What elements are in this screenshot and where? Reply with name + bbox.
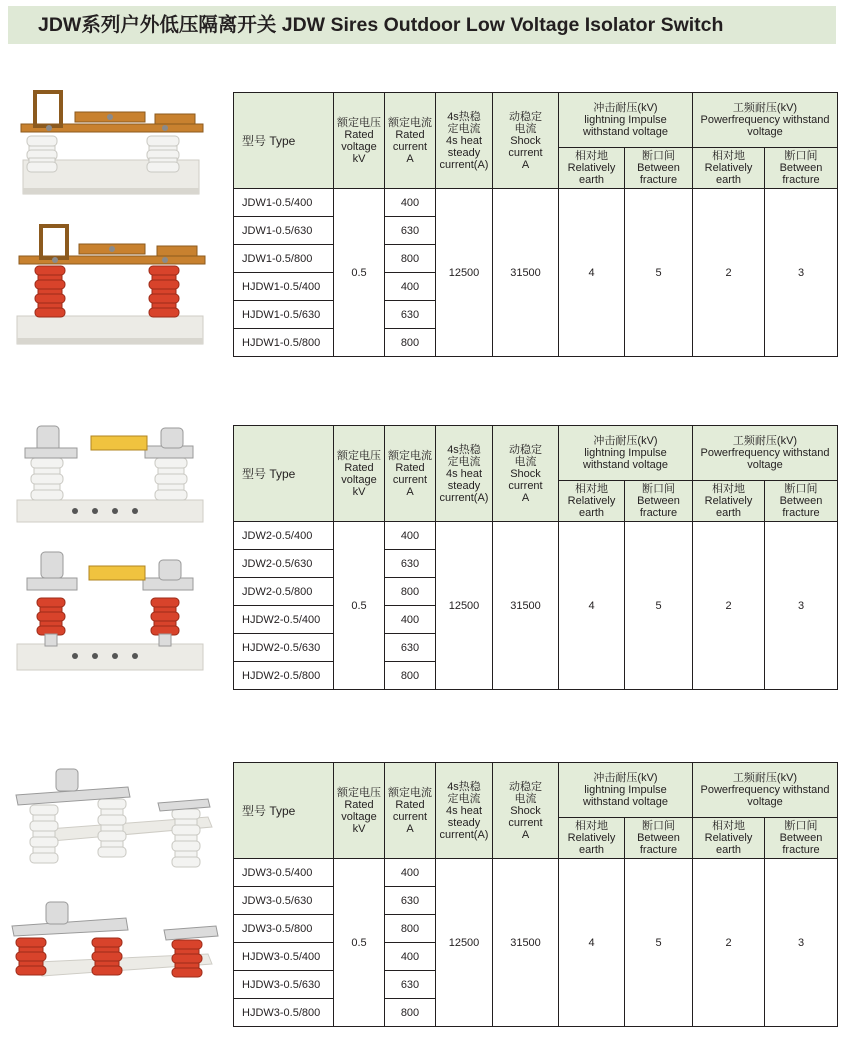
- table-row: [234, 522, 838, 550]
- impulse-fracture-cell: 5: [625, 859, 693, 1027]
- current-cell: 800: [385, 329, 436, 357]
- shock-cell: 31500: [493, 859, 559, 1027]
- header-rated-current: 额定电流 Rated current A: [385, 93, 436, 189]
- impulse-earth-cell: 4: [559, 859, 625, 1027]
- model-cell: JDW2-0.5/800: [234, 578, 334, 606]
- model-cell: JDW2-0.5/630: [234, 550, 334, 578]
- header-pf-fracture: 断口间 Between fracture: [765, 148, 838, 189]
- hjdw1-red-insulator-photo: [15, 222, 210, 348]
- voltage-cell: 0.5: [334, 859, 385, 1027]
- model-cell: HJDW2-0.5/800: [234, 662, 334, 690]
- current-cell: 800: [385, 578, 436, 606]
- header-rated-voltage: 额定电压 Rated voltage kV: [334, 763, 385, 859]
- model-cell: HJDW3-0.5/400: [234, 943, 334, 971]
- current-cell: 800: [385, 245, 436, 273]
- header-shock-current: 动稳定 电流 Shock current A: [493, 763, 559, 859]
- current-cell: 630: [385, 887, 436, 915]
- hjdw3-red-insulator-photo: [8, 900, 220, 990]
- model-cell: JDW3-0.5/400: [234, 859, 334, 887]
- header-shock-current: 动稳定 电流 Shock current A: [493, 426, 559, 522]
- current-cell: 400: [385, 606, 436, 634]
- header-rated-current: 额定电流 Rated current A: [385, 426, 436, 522]
- header-rated-voltage: 额定电压 Rated voltage kV: [334, 426, 385, 522]
- shock-cell: 31500: [493, 522, 559, 690]
- header-powerfrequency-voltage: 工频耐压(kV) Powerfrequency withstand voltage: [693, 763, 838, 818]
- header-rated-voltage: 额定电压 Rated voltage kV: [334, 93, 385, 189]
- header-pf-earth: 相对地 Relatively earth: [693, 481, 765, 522]
- current-cell: 400: [385, 189, 436, 217]
- voltage-cell: 0.5: [334, 522, 385, 690]
- header-type: 型号 Type: [234, 426, 334, 522]
- page-title: JDW系列户外低压隔离开关 JDW Sires Outdoor Low Voltage Isolator Switch: [8, 6, 836, 44]
- header-heat-current: 4s热稳 定电流 4s heat steady current(A): [436, 763, 493, 859]
- current-cell: 630: [385, 217, 436, 245]
- model-cell: JDW3-0.5/800: [234, 915, 334, 943]
- model-cell: HJDW2-0.5/400: [234, 606, 334, 634]
- header-impulse-voltage: 冲击耐压(kV) lightning Impulse withstand voltage: [559, 763, 693, 818]
- current-cell: 630: [385, 301, 436, 329]
- model-cell: HJDW1-0.5/800: [234, 329, 334, 357]
- hjdw2-red-insulator-photo: [15, 548, 205, 674]
- current-cell: 800: [385, 999, 436, 1027]
- heat-cell: 12500: [436, 522, 493, 690]
- current-cell: 400: [385, 273, 436, 301]
- header-impulse-fracture: 断口间 Between fracture: [625, 818, 693, 859]
- current-cell: 400: [385, 522, 436, 550]
- spec-table-jdw1: [233, 92, 838, 357]
- model-cell: HJDW1-0.5/630: [234, 301, 334, 329]
- pf-fracture-cell: 3: [765, 189, 838, 357]
- header-type: 型号 Type: [234, 763, 334, 859]
- current-cell: 400: [385, 943, 436, 971]
- spec-table-jdw2: [233, 425, 838, 690]
- header-type: 型号 Type: [234, 93, 334, 189]
- model-cell: JDW1-0.5/630: [234, 217, 334, 245]
- table-row: [234, 189, 838, 217]
- impulse-earth-cell: 4: [559, 189, 625, 357]
- header-pf-earth: 相对地 Relatively earth: [693, 148, 765, 189]
- pf-fracture-cell: 3: [765, 522, 838, 690]
- header-impulse-earth: 相对地 Relatively earth: [559, 148, 625, 189]
- header-pf-earth: 相对地 Relatively earth: [693, 818, 765, 859]
- header-impulse-fracture: 断口间 Between fracture: [625, 481, 693, 522]
- voltage-cell: 0.5: [334, 189, 385, 357]
- header-impulse-fracture: 断口间 Between fracture: [625, 148, 693, 189]
- current-cell: 800: [385, 662, 436, 690]
- impulse-fracture-cell: 5: [625, 522, 693, 690]
- model-cell: JDW1-0.5/400: [234, 189, 334, 217]
- header-impulse-earth: 相对地 Relatively earth: [559, 481, 625, 522]
- impulse-earth-cell: 4: [559, 522, 625, 690]
- jdw2-white-insulator-photo: [15, 418, 205, 526]
- current-cell: 630: [385, 971, 436, 999]
- pf-earth-cell: 2: [693, 189, 765, 357]
- current-cell: 800: [385, 915, 436, 943]
- current-cell: 400: [385, 859, 436, 887]
- model-cell: JDW1-0.5/800: [234, 245, 334, 273]
- jdw1-white-insulator-photo: [15, 88, 210, 200]
- table-row: [234, 859, 838, 887]
- pf-fracture-cell: 3: [765, 859, 838, 1027]
- impulse-fracture-cell: 5: [625, 189, 693, 357]
- header-heat-current: 4s热稳 定电流 4s heat steady current(A): [436, 93, 493, 189]
- header-powerfrequency-voltage: 工频耐压(kV) Powerfrequency withstand voltage: [693, 426, 838, 481]
- header-shock-current: 动稳定 电流 Shock current A: [493, 93, 559, 189]
- header-powerfrequency-voltage: 工频耐压(kV) Powerfrequency withstand voltage: [693, 93, 838, 148]
- model-cell: HJDW1-0.5/400: [234, 273, 334, 301]
- header-impulse-voltage: 冲击耐压(kV) lightning Impulse withstand voltage: [559, 93, 693, 148]
- shock-cell: 31500: [493, 189, 559, 357]
- header-impulse-earth: 相对地 Relatively earth: [559, 818, 625, 859]
- model-cell: JDW3-0.5/630: [234, 887, 334, 915]
- header-rated-current: 额定电流 Rated current A: [385, 763, 436, 859]
- pf-earth-cell: 2: [693, 859, 765, 1027]
- heat-cell: 12500: [436, 859, 493, 1027]
- pf-earth-cell: 2: [693, 522, 765, 690]
- heat-cell: 12500: [436, 189, 493, 357]
- header-pf-fracture: 断口间 Between fracture: [765, 481, 838, 522]
- spec-table-jdw3: [233, 762, 838, 1027]
- header-pf-fracture: 断口间 Between fracture: [765, 818, 838, 859]
- model-cell: HJDW3-0.5/630: [234, 971, 334, 999]
- model-cell: JDW2-0.5/400: [234, 522, 334, 550]
- model-cell: HJDW2-0.5/630: [234, 634, 334, 662]
- header-heat-current: 4s热稳 定电流 4s heat steady current(A): [436, 426, 493, 522]
- current-cell: 630: [385, 550, 436, 578]
- header-impulse-voltage: 冲击耐压(kV) lightning Impulse withstand voltage: [559, 426, 693, 481]
- jdw3-white-insulator-photo: [8, 765, 213, 873]
- model-cell: HJDW3-0.5/800: [234, 999, 334, 1027]
- current-cell: 630: [385, 634, 436, 662]
